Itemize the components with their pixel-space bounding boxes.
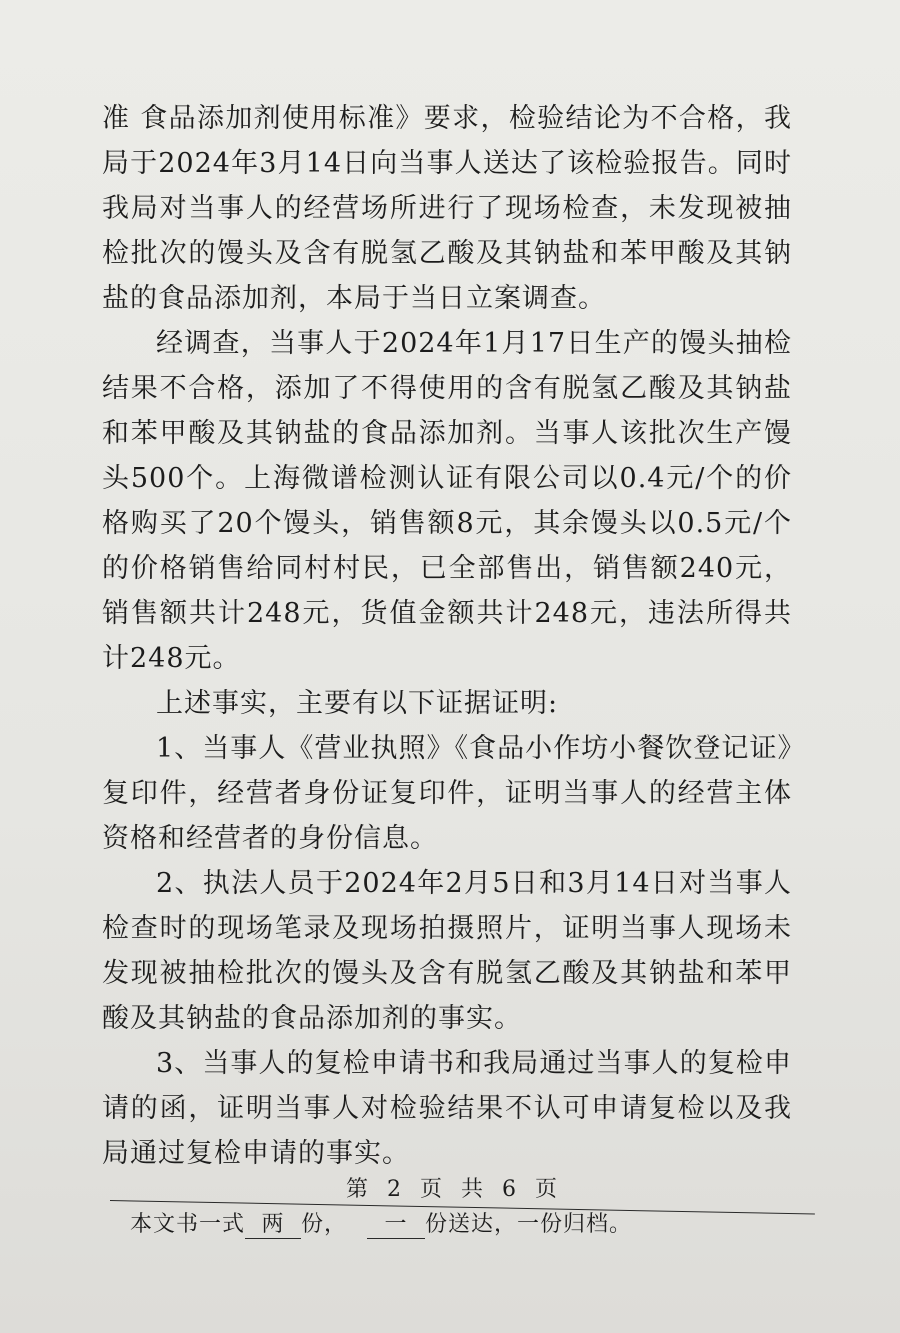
paragraph-inspection-result: 准 食品添加剂使用标准》要求，检验结论为不合格，我局于2024年3月14日向当事人送达了该检验报告。同时我局对当事人的经营场所进行了现场检查，未发现被抽检批次的馒头及含有脱氢乙酸及其钠盐和苯甲酸及其钠盐的食品添加剂，本局于当日立案调查。 [102, 103, 792, 314]
copies-unit: 份， [301, 1212, 348, 1237]
copies-prefix: 本文书一式 [130, 1212, 246, 1237]
copies-statement [130, 1207, 632, 1239]
paragraph-investigation-findings: 经调查，当事人于2024年1月17日生产的馒头抽检结果不合格，添加了不得使用的含有脱氢乙酸及其钠盐和苯甲酸及其钠盐的食品添加剂。当事人该批次生产馒头500个。上海微谱检测认证有限公司以0.4元/个的价格购买了20个馒头，销售额8元，其余馒头以0.5元/个的价格销售给同村村民，已全部售出，销售额240元，销售额共计248元，货值金额共计248元，违法所得共计248元。 [102, 328, 792, 674]
delivered-suffix: 份送达，一份归档。 [425, 1212, 633, 1237]
evidence-item-1: 1、当事人《营业执照》《食品小作坊小餐饮登记证》复印件，经营者身份证复印件，证明当事人的经营主体资格和经营者的身份信息。 [102, 733, 792, 854]
evidence-item-2: 2、执法人员于2024年2月5日和3月14日对当事人检查时的现场笔录及现场拍摄照片，证明当事人现场未发现被抽检批次的馒头及含有脱氢乙酸及其钠盐和苯甲酸及其钠盐的食品添加剂的事实。 [102, 868, 792, 1034]
document-body [102, 96, 792, 1176]
evidence-item-3: 3、当事人的复检申请书和我局通过当事人的复检申请的函，证明当事人对检验结果不认可申请复检以及我局通过复检申请的事实。 [102, 1048, 792, 1169]
page-number: 第 2 页 共 6 页 [346, 1177, 563, 1202]
copies-count: 两 [245, 1212, 301, 1239]
paragraph-evidence-intro: 上述事实，主要有以下证据证明: [156, 688, 559, 719]
delivered-count: 一 [367, 1212, 425, 1239]
